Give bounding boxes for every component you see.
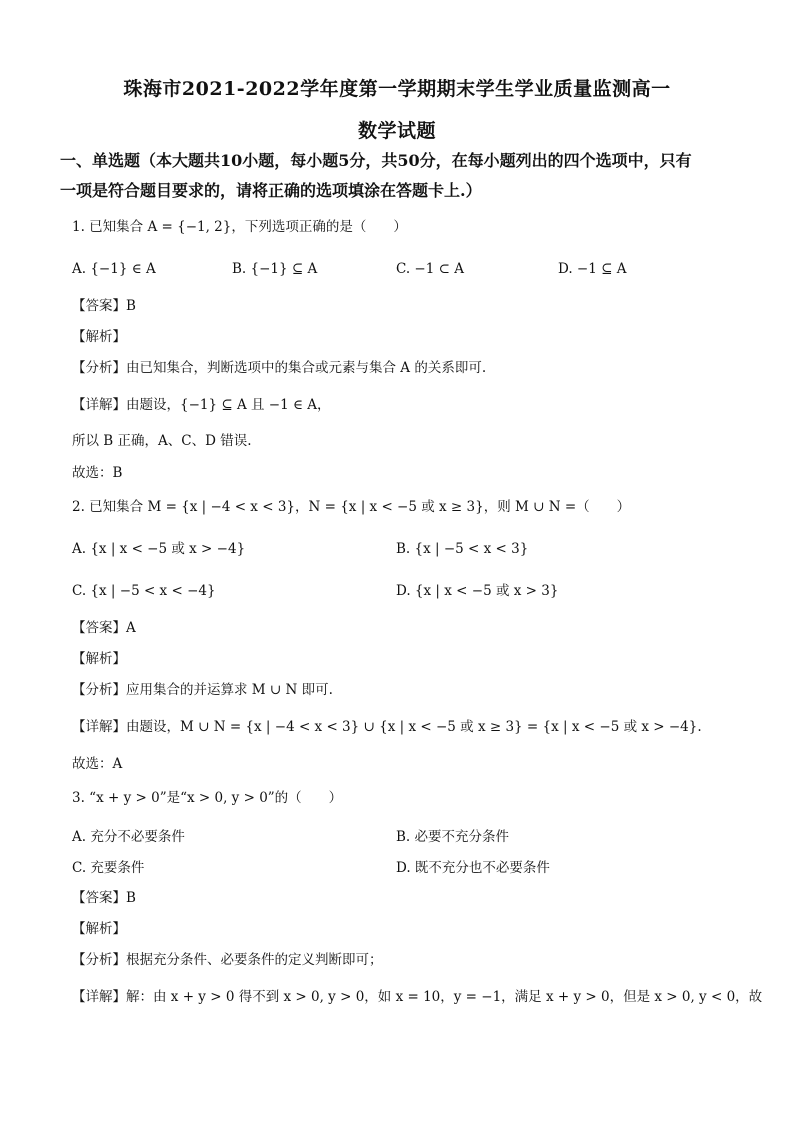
section-header-line-2: 一项是符合题目要求的，请将正确的选项填涂在答题卡上.） — [60, 181, 482, 200]
q2-option-b: B. {x | −5 < x < 3} — [396, 541, 529, 557]
q1-stem: 1. 已知集合 A = {−1, 2}，下列选项正确的是（ ） — [72, 219, 407, 235]
q2-choice: 故选：A — [72, 756, 123, 772]
q1-option-d: D. −1 ⊆ A — [558, 261, 627, 277]
q1-xiangjie: 【详解】由题设，{−1} ⊆ A 且 −1 ∈ A， — [72, 397, 331, 413]
q2-option-c: C. {x | −5 < x < −4} — [72, 583, 216, 599]
q2-fenxi: 【分析】应用集合的并运算求 M ∪ N 即可. — [72, 682, 333, 698]
q3-option-d: D. 既不充分也不必要条件 — [396, 860, 550, 876]
q3-xiangjie: 【详解】解：由 x + y > 0 得不到 x > 0, y > 0，如 x = 10，y = −1，满足 x + y > 0，但是 x > 0, y < 0，故 — [72, 989, 763, 1005]
section-header-line-1: 一、单选题（本大题共10小题，每小题5分，共50分，在每小题列出的四个选项中，只有 — [60, 151, 692, 170]
q3-option-b: B. 必要不充分条件 — [396, 829, 510, 845]
q3-stem: 3. “x + y > 0”是“x > 0, y > 0”的（ ） — [72, 790, 343, 806]
q2-analysis-label: 【解析】 — [72, 651, 126, 667]
q2-option-a: A. {x | x < −5 或 x > −4} — [72, 541, 246, 557]
q2-option-d: D. {x | x < −5 或 x > 3} — [396, 583, 559, 599]
q1-option-a: A. {−1} ∈ A — [72, 261, 156, 277]
q1-answer: 【答案】B — [72, 298, 136, 314]
q2-xiangjie: 【详解】由题设，M ∪ N = {x | −4 < x < 3} ∪ {x | x < −5 或 x ≥ 3} = {x | x < −5 或 x > −4}. — [72, 719, 702, 735]
document-subtitle: 数学试题 — [357, 120, 436, 142]
q1-choice: 故选：B — [72, 465, 123, 481]
q1-analysis-label: 【解析】 — [72, 329, 126, 345]
q2-answer: 【答案】A — [72, 620, 136, 636]
q1-fenxi: 【分析】由已知集合，判断选项中的集合或元素与集合 A 的关系即可. — [72, 360, 487, 376]
q3-answer: 【答案】B — [72, 890, 136, 906]
q3-analysis-label: 【解析】 — [72, 921, 126, 937]
q1-conclusion: 所以 B 正确，A、C、D 错误. — [72, 433, 252, 449]
q3-option-c: C. 充要条件 — [72, 860, 145, 876]
q3-fenxi: 【分析】根据充分条件、必要条件的定义判断即可； — [72, 952, 383, 968]
q2-stem: 2. 已知集合 M = {x | −4 < x < 3}，N = {x | x < −5 或 x ≥ 3}，则 M ∪ N =（ ） — [72, 499, 631, 515]
q1-option-c: C. −1 ⊂ A — [396, 261, 464, 277]
document-title: 珠海市2021-2022学年度第一学期期末学生学业质量监测高一 — [123, 78, 671, 100]
q3-option-a: A. 充分不必要条件 — [72, 829, 185, 845]
q1-option-b: B. {−1} ⊆ A — [232, 261, 318, 277]
